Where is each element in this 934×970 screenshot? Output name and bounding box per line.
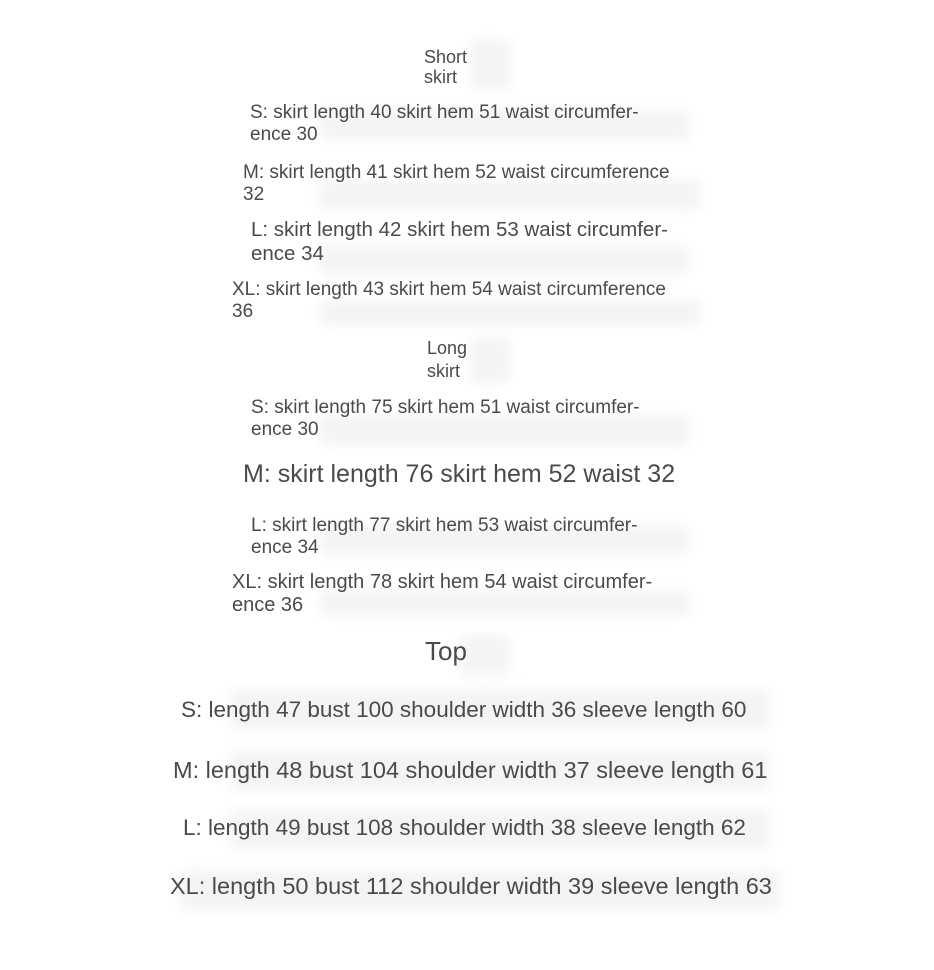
top-heading: Top <box>425 636 467 666</box>
short-skirt-heading: Short skirt <box>424 47 468 88</box>
top-size-m: M: length 48 bust 104 shoulder width 37 sleeve length 61 <box>173 757 768 783</box>
long-skirt-size-xl: XL: skirt length 78 skirt hem 54 waist circumfer- ence 36 <box>232 571 653 616</box>
long-skirt-size-l: L: skirt length 77 skirt hem 53 waist circumfer- ence 34 <box>251 515 638 558</box>
long-skirt-size-m: M: skirt length 76 skirt hem 52 waist 32 <box>243 460 676 488</box>
long-skirt-size-s: S: skirt length 75 skirt hem 51 waist circumfer- ence 30 <box>251 397 640 440</box>
top-size-s: S: length 47 bust 100 shoulder width 36 sleeve length 60 <box>181 697 747 722</box>
long-skirt-heading: Long skirt <box>427 338 468 381</box>
background-smudge <box>460 635 510 675</box>
background-smudge <box>470 338 510 383</box>
short-skirt-size-l: L: skirt length 42 skirt hem 53 waist circumfer- ence 34 <box>251 218 668 265</box>
top-size-l: L: length 49 bust 108 shoulder width 38 sleeve length 62 <box>183 815 746 840</box>
short-skirt-size-xl: XL: skirt length 43 skirt hem 54 waist circumference 36 <box>232 279 667 322</box>
short-skirt-size-s: S: skirt length 40 skirt hem 51 waist circumfer- ence 30 <box>250 102 639 145</box>
short-skirt-size-m: M: skirt length 41 skirt hem 52 waist circumference 32 <box>243 162 670 205</box>
top-size-xl: XL: length 50 bust 112 shoulder width 39 sleeve length 63 <box>170 873 772 899</box>
background-smudge <box>470 40 510 90</box>
